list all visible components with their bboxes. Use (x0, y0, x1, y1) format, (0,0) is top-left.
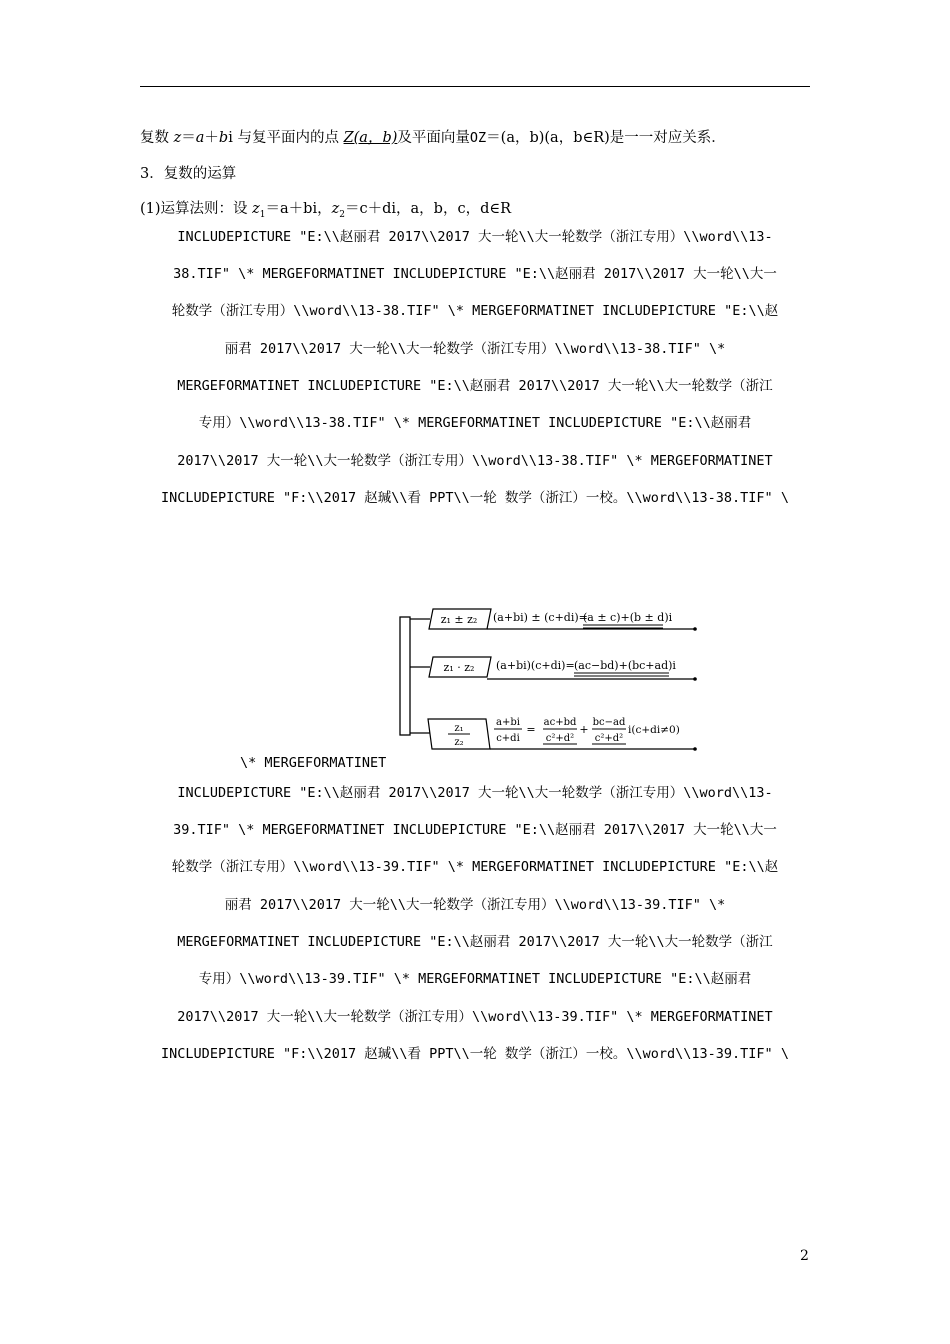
field-line: INCLUDEPICTURE "E:\\赵丽君 2017\\2017 大一轮\\大一轮数学（浙江专用）\\word\\13- (177, 229, 773, 245)
complex-operations-diagram (398, 603, 700, 753)
row1-formula: (a+bi) ± (c+di)= (493, 611, 588, 624)
field-line: 丽君 2017\\2017 大一轮\\大一轮数学（浙江专用）\\word\\13-38.TIF" \* (224, 341, 726, 357)
row3-eq: = (526, 723, 536, 736)
row2-result: (ac−bd)+(bc+ad)i (574, 659, 676, 672)
eq-sign: ＝ (181, 130, 196, 146)
section-heading: 3．复数的运算 (140, 166, 237, 182)
row3-f1-den: c²+d² (545, 733, 575, 744)
var-b: b (218, 130, 229, 146)
op-add-sub-label: z₁ ± z₂ (440, 613, 478, 626)
row1-result: (a ± c)+(b ± d)i (583, 611, 673, 624)
rule-prefix: (1)运算法则：设 (140, 201, 253, 217)
var-z2: z (331, 201, 340, 217)
row2-end-dot (693, 677, 697, 681)
field-line: 专用）\\word\\13-39.TIF" \* MERGEFORMATINET INCLUDEPICTURE "E:\\赵丽君 (198, 971, 752, 987)
sub-2: 2 (339, 209, 345, 220)
var-z1: z (252, 201, 260, 217)
op-mul-label: z₁ · z₂ (443, 661, 475, 674)
row3-f1-num: ac+bd (543, 717, 577, 728)
field-line: 专用）\\word\\13-38.TIF" \* MERGEFORMATINET INCLUDEPICTURE "E:\\赵丽君 (198, 415, 752, 431)
field-line: 38.TIF" \* MERGEFORMATINET INCLUDEPICTURE "E:\\赵丽君 2017\\2017 大一轮\\大一 (173, 266, 777, 282)
field-line: MERGEFORMATINET INCLUDEPICTURE "E:\\赵丽君 2017\\2017 大一轮\\大一轮数学（浙江 (177, 378, 773, 394)
row3-f2-den: c²+d² (594, 733, 624, 744)
intro-paragraph (140, 128, 726, 148)
page-number: 2 (800, 1248, 809, 1264)
row3-lhs-num: a+bi (496, 717, 520, 728)
sub-1: 1 (259, 209, 266, 220)
field-line: INCLUDEPICTURE "F:\\2017 赵瑊\\看 PPT\\一轮 数学（浙江）一校。\\word\\13-38.TIF" \ (161, 490, 789, 506)
row1-end-dot (693, 627, 697, 631)
field-line: INCLUDEPICTURE "F:\\2017 赵瑊\\看 PPT\\一轮 数学（浙江）一校。\\word\\13-39.TIF" \ (161, 1046, 789, 1062)
var-z: z (173, 130, 182, 146)
header-rule (140, 86, 810, 87)
intro-mid2: 及平面向量 (397, 130, 470, 146)
field-line: 39.TIF" \* MERGEFORMATINET INCLUDEPICTURE "E:\\赵丽君 2017\\2017 大一轮\\大一 (173, 822, 777, 838)
field-line: MERGEFORMATINET INCLUDEPICTURE "E:\\赵丽君 2017\\2017 大一轮\\大一轮数学（浙江 (177, 934, 773, 950)
intro-mid3: ＝(a，b)(a，b∈R)是一一对应关系． (486, 130, 726, 146)
intro-prefix: 复数 (140, 130, 174, 146)
row3-end-dot (693, 747, 697, 751)
field-line: 丽君 2017\\2017 大一轮\\大一轮数学（浙江专用）\\word\\13-39.TIF" \* (224, 897, 726, 913)
op-div-den: z₂ (454, 737, 464, 748)
field-line: 轮数学（浙江专用）\\word\\13-38.TIF" \* MERGEFORMATINET INCLUDEPICTURE "E:\\赵 (171, 303, 779, 319)
row3-f2-num: bc−ad (592, 717, 626, 728)
intro-mid1: 与复平面内的点 (232, 130, 344, 146)
op-div-num: z₁ (454, 723, 464, 734)
plus-sign: ＋ (204, 130, 219, 146)
rule-eq-a: ＝a＋bi， (265, 201, 332, 217)
var-a: a (195, 130, 205, 146)
rule-eq-c: ＝c＋di，a，b，c，d∈R (344, 201, 512, 217)
field-line: 2017\\2017 大一轮\\大一轮数学（浙江专用）\\word\\13-38.TIF" \* MERGEFORMATINET (177, 453, 773, 469)
rule-line (140, 199, 511, 225)
imag-unit: i (228, 130, 233, 146)
row3-lhs-den: c+di (496, 733, 520, 744)
field-line: INCLUDEPICTURE "E:\\赵丽君 2017\\2017 大一轮\\大一轮数学（浙江专用）\\word\\13- (177, 785, 773, 801)
field-line: 轮数学（浙江专用）\\word\\13-39.TIF" \* MERGEFORMATINET INCLUDEPICTURE "E:\\赵 (171, 859, 779, 875)
field-line: 2017\\2017 大一轮\\大一轮数学（浙江专用）\\word\\13-39.TIF" \* MERGEFORMATINET (177, 1009, 773, 1025)
vector-oz: OZ (469, 130, 487, 146)
merge-format-tail: \* MERGEFORMATINET (240, 755, 387, 771)
point-z: Z(a，b) (343, 130, 398, 146)
row3-plus: + (579, 723, 589, 736)
bracket-rail (400, 617, 410, 735)
row3-tail: i(c+di≠0) (628, 724, 680, 736)
row2-formula: (a+bi)(c+di)= (496, 659, 575, 672)
